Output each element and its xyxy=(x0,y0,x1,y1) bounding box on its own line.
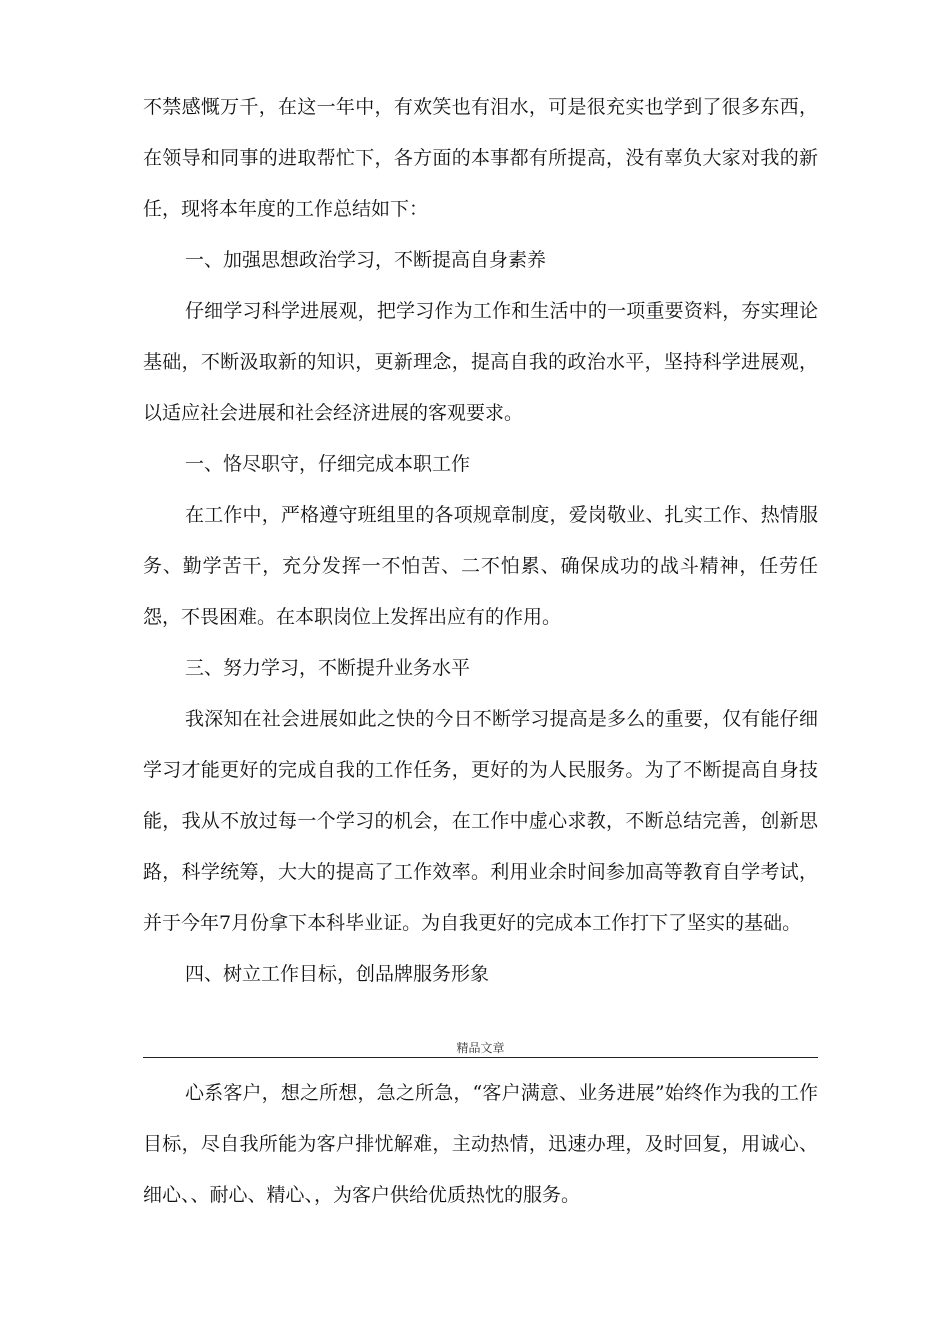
page-body-bottom xyxy=(143,1068,818,1221)
footer-divider xyxy=(143,1057,818,1058)
paragraph-continuation: 不禁感慨万千，在这一年中，有欢笑也有泪水，可是很充实也学到了很多东西，在领导和同事的进取帮忙下，各方面的本事都有所提高，没有辜负大家对我的新任，现将本年度的工作总结如下： xyxy=(143,96,818,220)
page-footer-label: 精品文章 xyxy=(456,1041,505,1055)
page-body-top xyxy=(143,82,818,1000)
paragraph-duty: 在工作中，严格遵守班组里的各项规章制度，爱岗敬业、扎实工作、热情服务、勤学苦干，充分发挥一不怕苦、二不怕累、确保成功的战斗精神，任劳任怨，不畏困难。在本职岗位上发挥出应有的作用。 xyxy=(143,504,818,628)
paragraph-customer-service: 心系客户，想之所想，急之所急，“客户满意、业务进展”始终作为我的工作目标，尽自我所能为客户排忧解难，主动热情，迅速办理，及时回复，用诚心、细心、、耐心、精心、，为客户供给优质热忱的服务。 xyxy=(143,1082,818,1206)
section-heading-3: 三、努力学习，不断提升业务水平 xyxy=(185,657,471,679)
paragraph-study: 仔细学习科学进展观，把学习作为工作和生活中的一项重要资料，夯实理论基础，不断汲取新的知识，更新理念，提高自我的政治水平，坚持科学进展观，以适应社会进展和社会经济进展的客观要求。 xyxy=(143,300,818,424)
section-heading-1: 一、加强思想政治学习，不断提高自身素养 xyxy=(185,249,547,271)
section-heading-2: 一、恪尽职守，仔细完成本职工作 xyxy=(185,453,471,475)
paragraph-learning: 我深知在社会进展如此之快的今日不断学习提高是多么的重要，仅有能仔细学习才能更好的完成自我的工作任务，更好的为人民服务。为了不断提高自身技能，我从不放过每一个学习的机会，在工作中虚心求教，不断总结完善，创新思路，科学统筹，大大的提高了工作效率。利用业余时间参加高等教育自学考试，并于今年7月份拿下本科毕业证。为自我更好的完成本工作打下了坚实的基础。 xyxy=(143,708,818,934)
section-heading-4: 四、树立工作目标，创品牌服务形象 xyxy=(185,963,490,985)
